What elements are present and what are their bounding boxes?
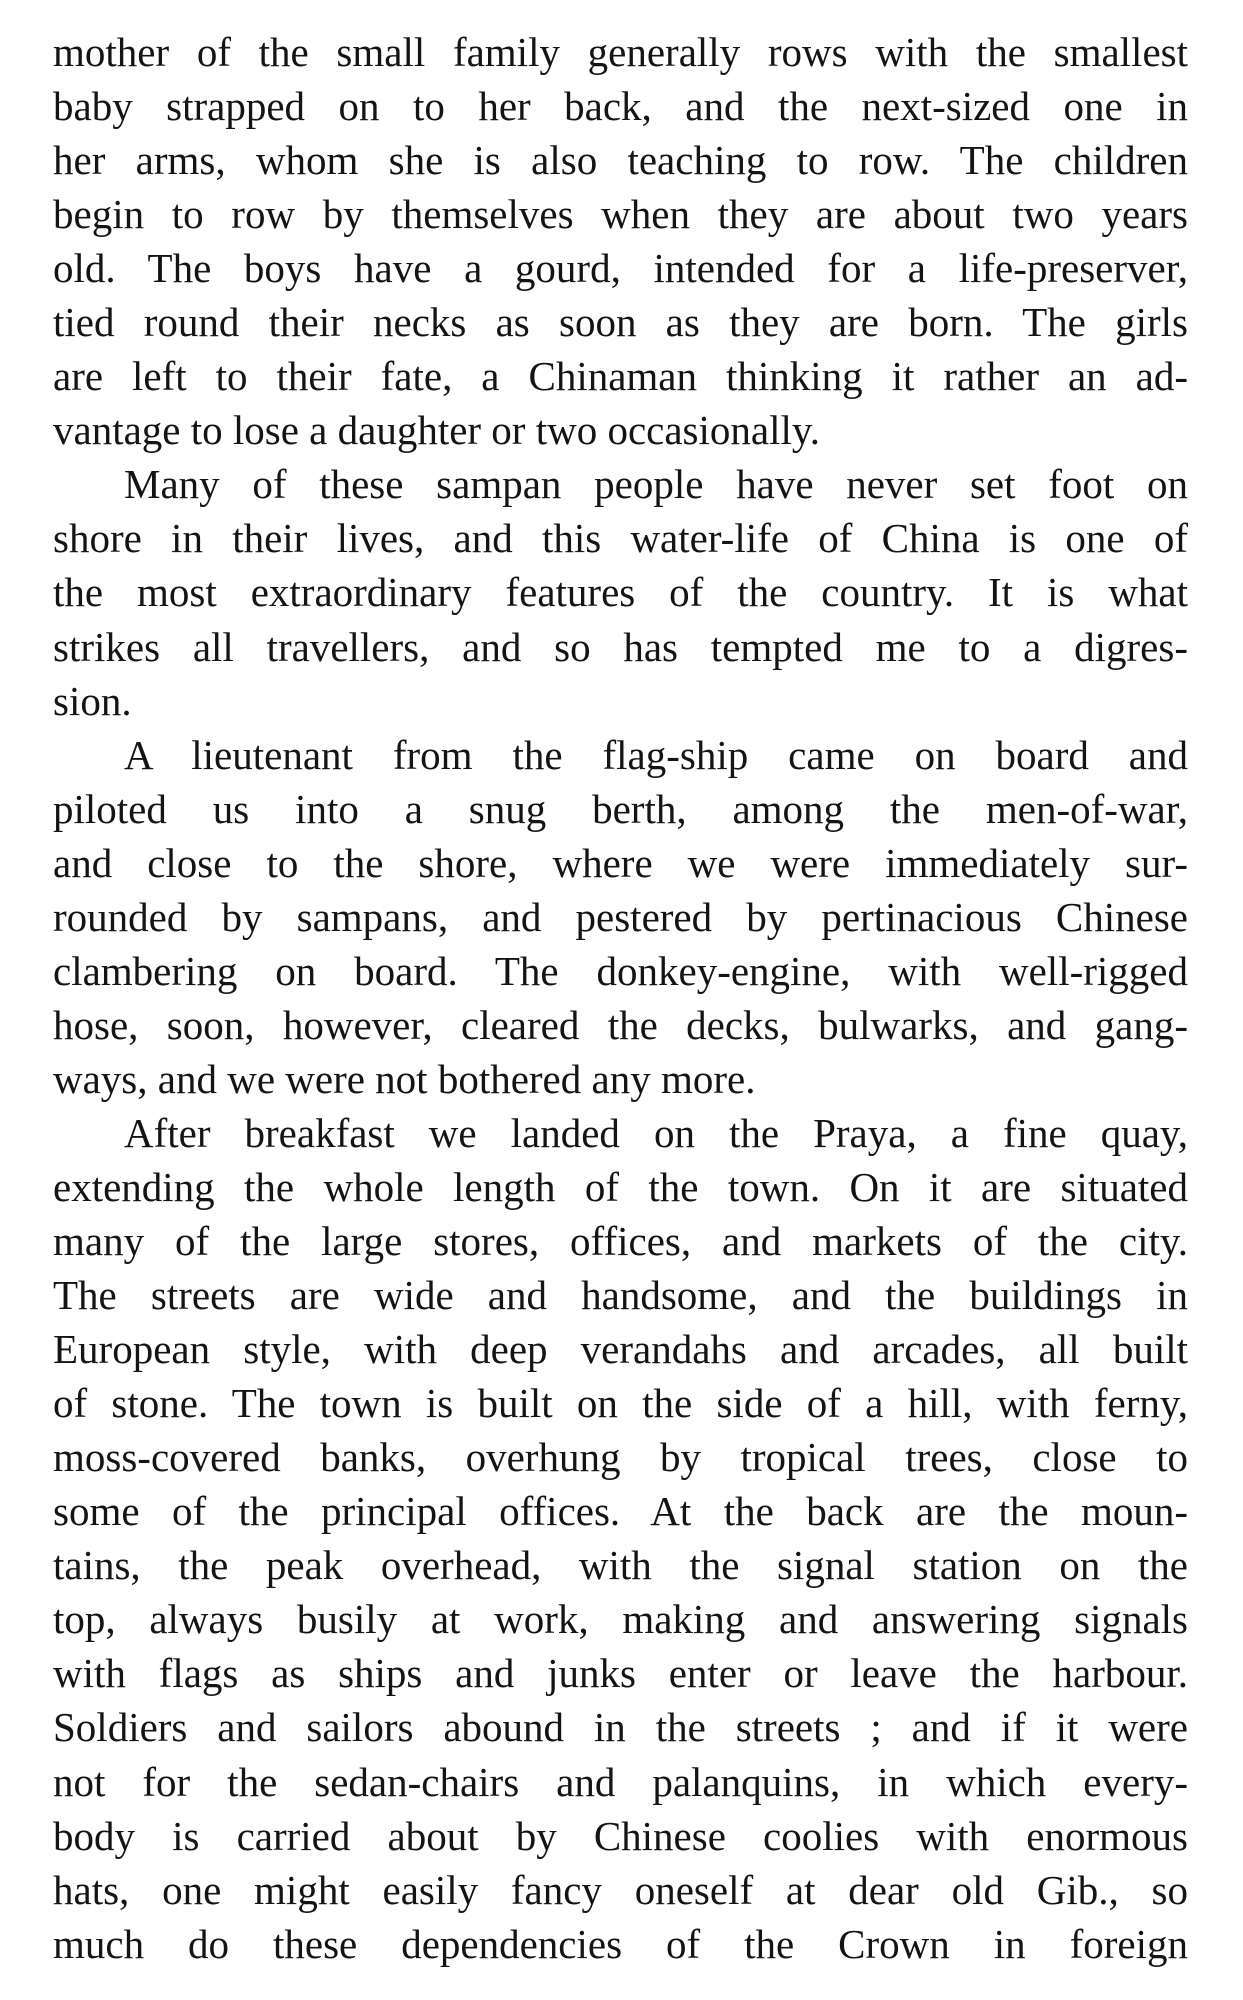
line-text: top, always busily at work, making and answering signals bbox=[53, 1596, 1188, 1643]
text-line bbox=[53, 836, 1188, 890]
line-text: vantage to lose a daughter or two occasionally. bbox=[53, 407, 820, 454]
line-text: many of the large stores, offices, and markets of the city. bbox=[53, 1218, 1188, 1265]
line-text: hats, one might easily fancy oneself at dear old Gib., so bbox=[53, 1866, 1188, 1913]
text-line bbox=[53, 25, 1188, 79]
line-text: A lieutenant from the flag-ship came on board and bbox=[124, 731, 1188, 778]
text-line bbox=[53, 620, 1188, 674]
text-line bbox=[53, 403, 1188, 457]
text-line bbox=[53, 349, 1188, 403]
text-line bbox=[53, 79, 1188, 133]
paragraph-1 bbox=[53, 25, 1188, 457]
text-line bbox=[53, 1755, 1188, 1809]
line-text: hose, soon, however, cleared the decks, bulwarks, and gang- bbox=[53, 1001, 1188, 1048]
line-text: After breakfast we landed on the Praya, a fine quay, bbox=[124, 1109, 1188, 1156]
line-text: her arms, whom she is also teaching to row. The children bbox=[53, 137, 1188, 184]
line-text: tains, the peak overhead, with the signal station on the bbox=[53, 1542, 1188, 1589]
paragraph-2 bbox=[53, 457, 1188, 727]
text-line bbox=[53, 1052, 1188, 1106]
line-text: not for the sedan-chairs and palanquins, in which every- bbox=[53, 1758, 1188, 1805]
text-line bbox=[53, 1863, 1188, 1917]
text-line bbox=[53, 1268, 1188, 1322]
line-text: begin to row by themselves when they are about two years bbox=[53, 191, 1188, 238]
line-text: rounded by sampans, and pestered by pertinacious Chinese bbox=[53, 893, 1188, 940]
line-text: Many of these sampan people have never set foot on bbox=[124, 461, 1188, 508]
line-text: and close to the shore, where we were immediately sur- bbox=[53, 839, 1188, 886]
text-line bbox=[53, 295, 1188, 349]
line-text: shore in their lives, and this water-life of China is one of bbox=[53, 515, 1188, 562]
text-line bbox=[53, 1917, 1188, 1971]
text-line bbox=[53, 1160, 1188, 1214]
text-line bbox=[53, 1700, 1188, 1754]
text-line bbox=[53, 565, 1188, 619]
line-text: body is carried about by Chinese coolies with enormous bbox=[53, 1812, 1188, 1859]
body-text bbox=[53, 25, 1188, 1971]
line-text: of stone. The town is built on the side of a hill, with ferny, bbox=[53, 1380, 1188, 1427]
text-line bbox=[53, 1538, 1188, 1592]
text-line bbox=[53, 1592, 1188, 1646]
line-text: baby strapped on to her back, and the next-sized one in bbox=[53, 83, 1188, 130]
line-text: extending the whole length of the town. On it are situated bbox=[53, 1163, 1188, 1210]
text-line bbox=[53, 1376, 1188, 1430]
text-line bbox=[53, 133, 1188, 187]
text-line bbox=[53, 728, 1188, 782]
line-text: tied round their necks as soon as they are born. The girls bbox=[53, 299, 1188, 346]
text-line bbox=[53, 1809, 1188, 1863]
text-line bbox=[53, 1430, 1188, 1484]
line-text: ways, and we were not bothered any more. bbox=[53, 1055, 756, 1102]
line-text: are left to their fate, a Chinaman thinking it rather an ad- bbox=[53, 353, 1188, 400]
paragraph-4 bbox=[53, 1106, 1188, 1971]
text-line bbox=[53, 241, 1188, 295]
line-text: mother of the small family generally rows with the smallest bbox=[53, 29, 1188, 75]
text-line bbox=[53, 1322, 1188, 1376]
text-line bbox=[53, 511, 1188, 565]
line-text: European style, with deep verandahs and arcades, all built bbox=[53, 1326, 1188, 1373]
text-line bbox=[53, 1214, 1188, 1268]
text-line bbox=[53, 890, 1188, 944]
line-text: old. The boys have a gourd, intended for a life-preserver, bbox=[53, 245, 1188, 292]
line-text: some of the principal offices. At the back are the moun- bbox=[53, 1488, 1188, 1535]
line-text: the most extraordinary features of the country. It is what bbox=[53, 569, 1188, 616]
text-line bbox=[53, 782, 1188, 836]
line-text: Soldiers and sailors abound in the streets ; and if it were bbox=[53, 1704, 1188, 1751]
line-text: much do these dependencies of the Crown in foreign bbox=[53, 1920, 1188, 1967]
text-line bbox=[53, 944, 1188, 998]
text-line bbox=[53, 187, 1188, 241]
line-text: The streets are wide and handsome, and the buildings in bbox=[53, 1272, 1188, 1319]
text-line bbox=[53, 998, 1188, 1052]
text-line bbox=[53, 1106, 1188, 1160]
text-line bbox=[53, 674, 1188, 728]
paragraph-3 bbox=[53, 728, 1188, 1106]
line-text: clambering on board. The donkey-engine, with well-rigged bbox=[53, 947, 1188, 994]
text-line bbox=[53, 1484, 1188, 1538]
line-text: moss-covered banks, overhung by tropical trees, close to bbox=[53, 1434, 1188, 1481]
text-line bbox=[53, 1646, 1188, 1700]
line-text: with flags as ships and junks enter or leave the harbour. bbox=[53, 1650, 1188, 1697]
line-text: sion. bbox=[53, 677, 132, 724]
line-text: strikes all travellers, and so has tempted me to a digres- bbox=[53, 623, 1188, 670]
line-text: piloted us into a snug berth, among the men-of-war, bbox=[53, 785, 1188, 832]
text-line bbox=[53, 457, 1188, 511]
